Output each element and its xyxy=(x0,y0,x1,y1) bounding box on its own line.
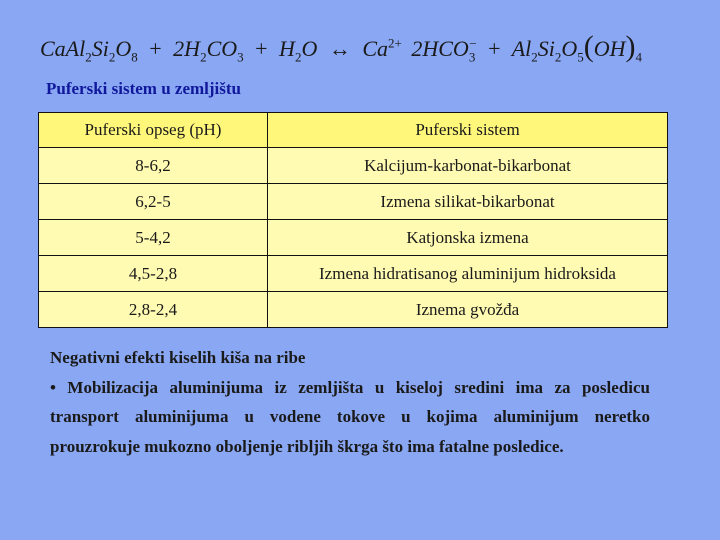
header-ph-range: Puferski opseg (pH) xyxy=(39,113,268,148)
paragraph-heading: Negativni efekti kiselih kiša na ribe xyxy=(50,348,306,367)
product-bicarbonate: $2HCO_3^-$ xyxy=(411,35,477,65)
table-row xyxy=(39,220,668,256)
cell-buffer-system: Izmena silikat-bikarbonat xyxy=(268,184,668,220)
table-header-row xyxy=(39,113,668,148)
reactant-calcium-aluminosilicate: $CaAl_2Si_2O_8$ xyxy=(40,36,138,65)
cell-ph-range: 8-6,2 xyxy=(39,148,268,184)
table-row xyxy=(39,148,668,184)
cell-buffer-system: Iznema gvožđa xyxy=(268,292,668,328)
cell-buffer-system: Katjonska izmena xyxy=(268,220,668,256)
reactant-water: $H_2O$ xyxy=(279,36,318,65)
product-calcium-ion: $Ca^{2+}$ xyxy=(362,35,402,61)
cell-buffer-system: Kalcijum-karbonat-bikarbonat xyxy=(268,148,668,184)
subtitle: Puferski sistem u zemljištu xyxy=(46,79,242,98)
buffer-systems-table xyxy=(38,112,668,328)
paragraph-bullet: • Mobilizacija aluminijuma iz zemljišta u kiseloj sredini ima za posledicu transport aluminijuma u vodene tokove u kojima aluminijum neretko prouzrokuje mukozno oboljenje ribljih škrga što ima fatalne posledice. xyxy=(50,377,650,456)
reactant-carbonic-acid: $2H_2CO_3$ xyxy=(173,36,244,65)
header-buffer-system: Puferski sistem xyxy=(268,113,668,148)
table-row xyxy=(39,256,668,292)
table-row xyxy=(39,184,668,220)
plus-sign: + xyxy=(488,36,501,61)
product-aluminosilicate: $Al_2Si_2O_5(OH)_4$ xyxy=(511,30,643,65)
plus-sign: + xyxy=(255,36,268,61)
table-row xyxy=(39,292,668,328)
plus-sign: + xyxy=(149,36,162,61)
cell-ph-range: 4,5-2,8 xyxy=(39,256,268,292)
cell-ph-range: 2,8-2,4 xyxy=(39,292,268,328)
body-text xyxy=(50,343,650,461)
chemical-equation xyxy=(40,30,700,74)
cell-ph-range: 5-4,2 xyxy=(39,220,268,256)
equilibrium-arrow: ↔ xyxy=(328,36,351,61)
cell-buffer-system: Izmena hidratisanog aluminijum hidroksida xyxy=(268,256,668,292)
cell-ph-range: 6,2-5 xyxy=(39,184,268,220)
